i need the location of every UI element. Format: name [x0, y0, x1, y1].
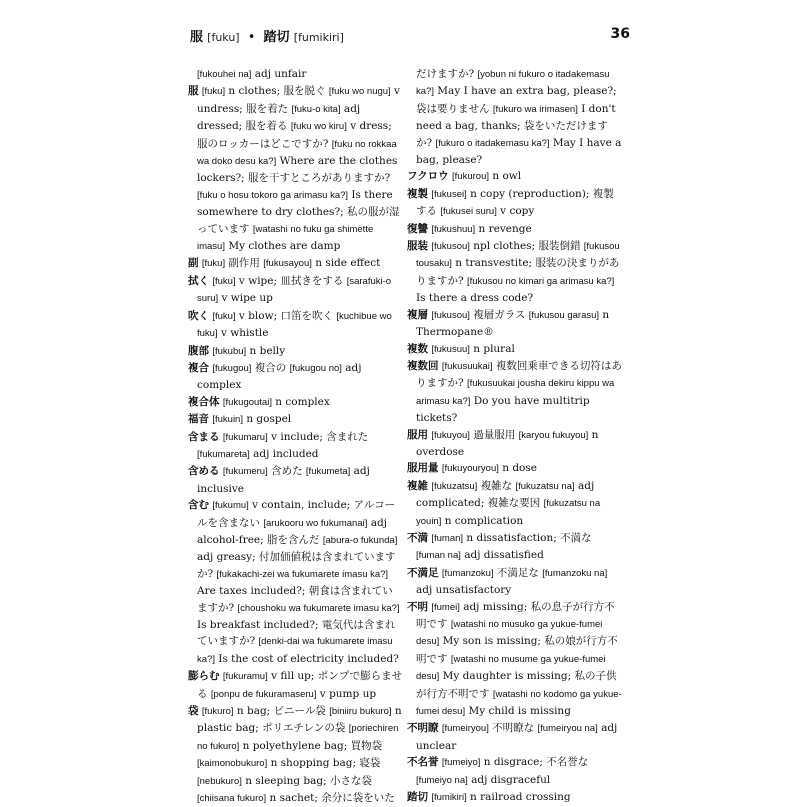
- entry-fukuramu: 膨らむ [fukuramu] v fill up; ポンプで膨らませる [ponpu de fukuramaseru] v pump up: [188, 670, 403, 700]
- running-head-first-word: 服: [190, 30, 204, 45]
- entry-fumeiyo: 不名誉 [fumeiyo] n disgrace; 不名誉な [fumeiyo na] adj disgraceful: [407, 756, 589, 786]
- page-header: [190, 26, 610, 48]
- entry-fukubu: 腹部 [fukubu] n belly: [188, 344, 286, 357]
- entry-fuku-blow: 吹く [fuku] v blow; 口笛を吹く [kuchibue wo fuku] v whistle: [188, 309, 392, 340]
- entry-fukumu: 含む [fukumu] v contain, include; アルコールを含まない [arukooru wo fukumanai] adj alcohol-free; 脂を含んだ [abura-o fukunda] adj greasy; 付加価値税は含まれていますか? [fukakachi-zei wa fukumarete imasu ka?] Are taxes included?; 朝食は含まれていますか? [choushoku wa fukumarete imasu ka?] Is breakfast included?; 電気代は含まれていますか? [denki-dai wa fukumarete imasu ka?] Is the cost of electricity included?: [188, 499, 400, 665]
- running-head-bullet: •: [247, 30, 256, 45]
- entry-fukumaru: 含まる [fukumaru] v include; 含まれた [fukumareta] adj included: [188, 430, 369, 460]
- entry-fuman: 不満 [fuman] n dissatisfaction; 不満な [fuman na] adj dissatisfied: [407, 531, 592, 562]
- entry-fukusuu: 複数 [fukusuu] n plural: [407, 342, 515, 355]
- running-head-first-romaji: [fuku]: [207, 31, 240, 44]
- entry-fukushuu: 復讐 [fukushuu] n revenge: [407, 222, 532, 235]
- entry-fuku-wipe: 拭く [fuku] v wipe; 皿拭きをする [sarafuki-o suru] v wipe up: [188, 274, 392, 305]
- running-head-last-word: 踏切: [263, 30, 290, 45]
- entry-fukuyouryou: 服用量 [fukuyouryou] n dose: [407, 462, 537, 475]
- running-head: [190, 26, 344, 45]
- entry-fukugou: 複合 [fukugou] 複合の [fukugou no] adj complex: [188, 361, 362, 392]
- entry-fumeiryou: 不明瞭 [fumeiryou] 不明瞭な [fumeiryou na] adj unclear: [407, 722, 618, 752]
- entry-fukusou-clothes: 服装 [fukusou] npl clothes; 服装倒錯 [fukusou tousaku] n transvestite; 服装の決まりがありますか? [fukusou no kimari ga arimasu ka?] Is there a dress code?: [407, 240, 620, 305]
- page-number: 36: [610, 26, 630, 42]
- right-column: [407, 66, 622, 806]
- entry-fukuyou: 服用 [fukuyou] 過量服用 [karyou fukuyou] n overdose: [407, 428, 599, 458]
- entry-fumanzoku: 不満足 [fumanzoku] 不満足な [fumanzoku na] adj unsatisfactory: [407, 566, 608, 597]
- entry-fukumeru: 含める [fukumeru] 含めた [fukumeta] adj inclusive: [188, 465, 370, 495]
- entry-fukuzatsu: 複雑 [fukuzatsu] 複雑な [fukuzatsu na] adj complicated; 複雑な要因 [fukuzatsu na youin] n complication: [407, 479, 601, 527]
- entry-continuation: [fukouhei na] adj unfair: [197, 68, 307, 80]
- entry-fukugoutai: 複合体 [fukugoutai] n complex: [188, 395, 330, 408]
- entry-fuku-side: 副 [fuku] 副作用 [fukusayou] n side effect: [188, 257, 381, 270]
- entry-fukuin: 福音 [fukuin] n gospel: [188, 413, 292, 426]
- entry-fumikiri: 踏切 [fumikiri] n railroad crossing: [407, 791, 571, 804]
- left-column: [188, 66, 403, 807]
- entry-fukusuukai: 複数回 [fukusuukai] 複数回乗車できる切符はありますか? [fukusuukai jousha dekiru kippu wa arimasu ka?] Do you have multitrip tickets?: [407, 359, 622, 425]
- running-head-last-romaji: [fumikiri]: [293, 31, 344, 44]
- entry-fukusei: 複製 [fukusei] n copy (reproduction); 複製する [fukusei suru] v copy: [407, 187, 614, 218]
- entry-continuation: だけますか? [yobun ni fukuro o itadakemasu ka?] May I have an extra bag, please?; 袋は要りません [fukuro wa irimasen] I don't need a bag, thanks; 袋をいただけますか? [fukuro o itadakemasu ka?] May I have a bag, please?: [416, 68, 622, 167]
- entry-fumei: 不明 [fumei] adj missing; 私の息子が行方不明です [watashi no musuko ga yukue-fumei desu] My son is missing; 私の娘が行方不明です [watashi no musume ga yukue-fumei desu] My daughter is missing; 私の子供が行方不明です [watashi no kodomo ga yukue-fumei desu] My child is missing: [407, 600, 622, 718]
- entry-fuku-clothes: 服 [fuku] n clothes; 服を脱ぐ [fuku wo nugu] v undress; 服を着た [fuku-o kita] adj dressed; 服を着る [fuku wo kiru] v dress; 服のロッカーはどこですか? [fuku no rokkaa wa doko desu ka?] Where are the clothes lockers?; 服を干すところがありますか? [fuku o hosu tokoro ga arimasu ka?] Is there somewhere to dry clothes?; 私の服が湿っています [watashi no fuku ga shimette imasu] My clothes are damp: [188, 85, 400, 253]
- entry-fukurou: フクロウ [fukurou] n owl: [407, 170, 522, 183]
- entry-fukuro-bag: 袋 [fukuro] n bag; ビニール袋 [biniiru bukuro] n plastic bag; ポリエチレンの袋 [poriechiren no fukuro] n polyethylene bag; 買物袋 [kaimonobukuro] n shopping bag; 寝袋 [nebukuro] n sleeping bag; 小さな袋 [chiisana fukuro] n sachet; 余分に袋をいた: [188, 705, 402, 805]
- entry-fukusou-layer: 複層 [fukusou] 複層ガラス [fukusou garasu] n Thermopane®: [407, 308, 610, 339]
